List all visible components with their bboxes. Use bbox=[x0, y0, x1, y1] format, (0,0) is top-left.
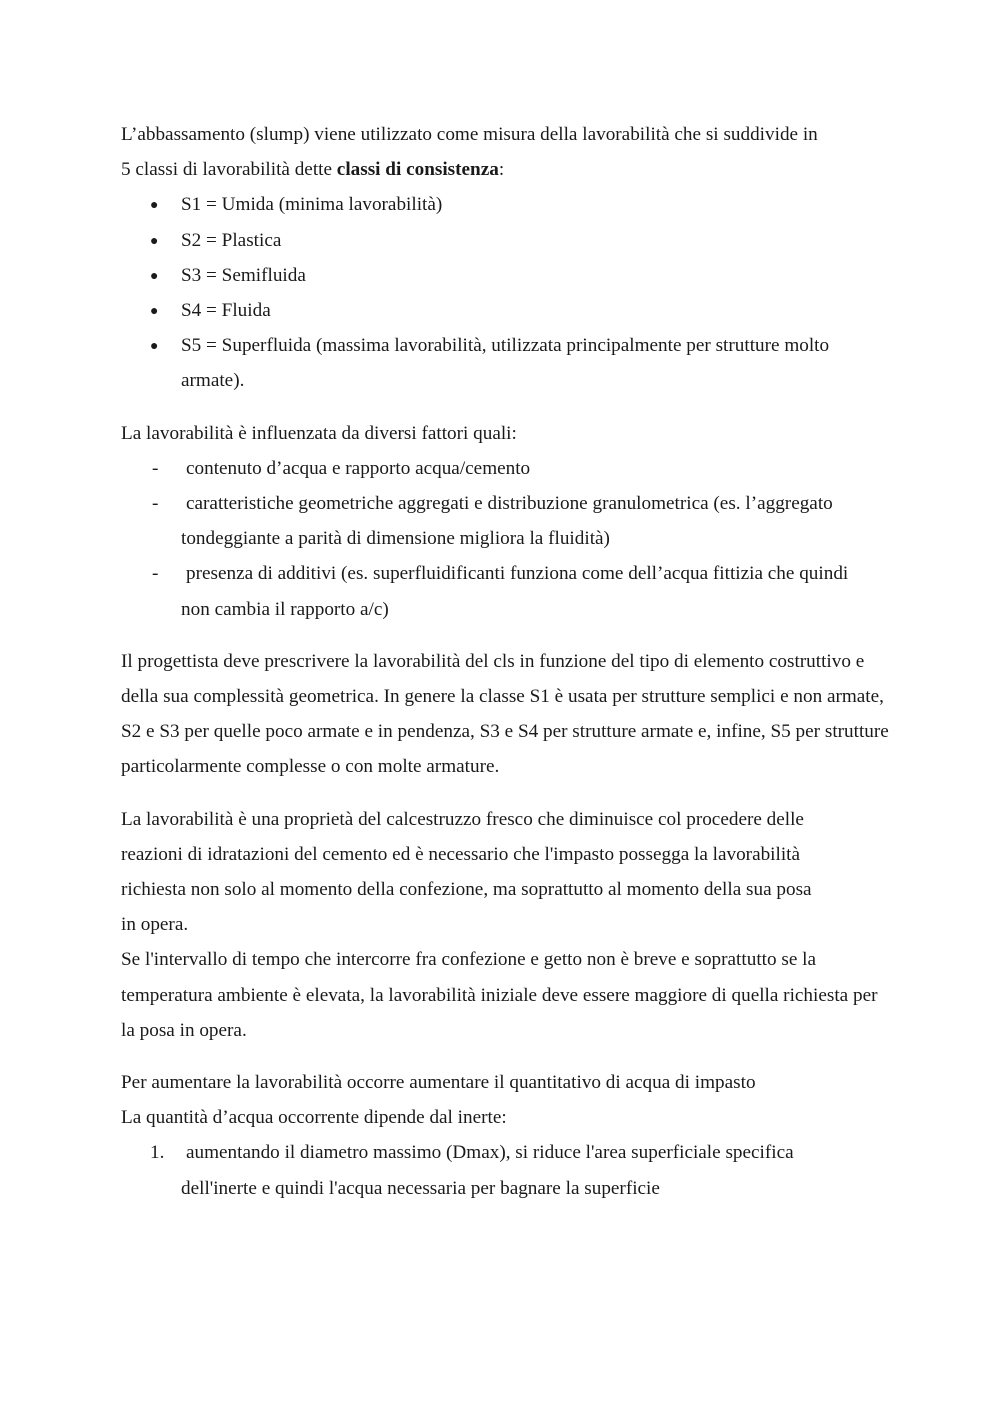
dash-marker: - bbox=[152, 493, 159, 515]
list-item-text: presenza di additivi (es. superfluidificanti funziona come dell’acqua fittizia che quindi non cambia il rapporto a/c) bbox=[181, 563, 849, 620]
dash-marker: - bbox=[152, 457, 159, 479]
intro-paragraph bbox=[121, 117, 821, 187]
intro-bold-term: classi di consistenza bbox=[336, 159, 499, 181]
list-item bbox=[121, 223, 891, 258]
intro-colon: : bbox=[498, 159, 505, 181]
interval-paragraph: Se l'intervallo di tempo che intercorre fra confezione e getto non è breve e soprattutto se la temperatura ambiente è elevata, la lavorabilità iniziale deve essere maggiore di quella richiesta per la posa in opera. bbox=[121, 949, 878, 1041]
water-paragraph: La quantità d’acqua occorrente dipende dal inerte: bbox=[121, 1107, 507, 1129]
list-item bbox=[121, 1135, 891, 1205]
fresh-concrete-paragraph: La lavorabilità è una proprietà del calcestruzzo fresco che diminuisce col procedere delle reazioni di idratazioni del cemento ed è necessario che l'impasto possegga la lavorabilità richiesta non solo al momento della confezione, ma soprattutto al momento della sua posa in opera. bbox=[121, 808, 812, 936]
list-item bbox=[121, 328, 891, 398]
list-item-text: aumentando il diametro massimo (Dmax), si riduce l'area superficiale specifica dell'inerte e quindi l'acqua necessaria per bagnare la superficie bbox=[181, 1142, 794, 1199]
designer-paragraph: Il progettista deve prescrivere la lavorabilità del cls in funzione del tipo di elemento costruttivo e della sua complessità geometrica. In genere la classe S1 è usata per strutture semplici e non armate, S2 e S3 per quelle poco armate e in pendenza, S3 e S4 per strutture armate e, infine, S5 per strutture particolarmente complesse o con molte armature. bbox=[121, 650, 889, 778]
list-item bbox=[121, 187, 891, 222]
list-item-text: S2 = Plastica bbox=[181, 229, 282, 251]
list-item-text: caratteristiche geometriche aggregati e distribuzione granulometrica (es. l’aggregato tondeggiante a parità di dimensione migliora la fluidità) bbox=[181, 493, 833, 550]
list-item bbox=[121, 258, 891, 293]
list-item bbox=[121, 451, 891, 486]
list-item bbox=[121, 556, 891, 626]
bullet-icon: ● bbox=[150, 339, 159, 355]
numbered-list bbox=[121, 1135, 891, 1205]
bullet-icon: ● bbox=[150, 304, 159, 320]
factors-list bbox=[121, 451, 891, 627]
list-item-text: contenuto d’acqua e rapporto acqua/cemento bbox=[186, 457, 531, 479]
bullet-icon: ● bbox=[150, 233, 159, 249]
number-marker: 1. bbox=[150, 1142, 165, 1164]
document-page bbox=[121, 117, 891, 1206]
list-item-text: S5 = Superfluida (massima lavorabilità, utilizzata principalmente per strutture molto armate). bbox=[181, 335, 830, 392]
increase-paragraph: Per aumentare la lavorabilità occorre aumentare il quantitativo di acqua di impasto bbox=[121, 1072, 756, 1094]
consistency-classes-list bbox=[121, 187, 891, 398]
list-item bbox=[121, 486, 891, 556]
list-item-text: S3 = Semifluida bbox=[181, 264, 306, 286]
factors-intro: La lavorabilità è influenzata da diversi fattori quali: bbox=[121, 422, 517, 444]
bullet-icon: ● bbox=[150, 268, 159, 284]
bullet-icon: ● bbox=[150, 198, 159, 214]
list-item-text: S1 = Umida (minima lavorabilità) bbox=[181, 194, 443, 216]
list-item-text: S4 = Fluida bbox=[181, 300, 271, 322]
dash-marker: - bbox=[152, 563, 159, 585]
intro-text: L’abbassamento (slump) viene utilizzato come misura della lavorabilità che si suddivide in 5 classi di lavorabilità dette bbox=[121, 124, 818, 181]
list-item bbox=[121, 293, 891, 328]
